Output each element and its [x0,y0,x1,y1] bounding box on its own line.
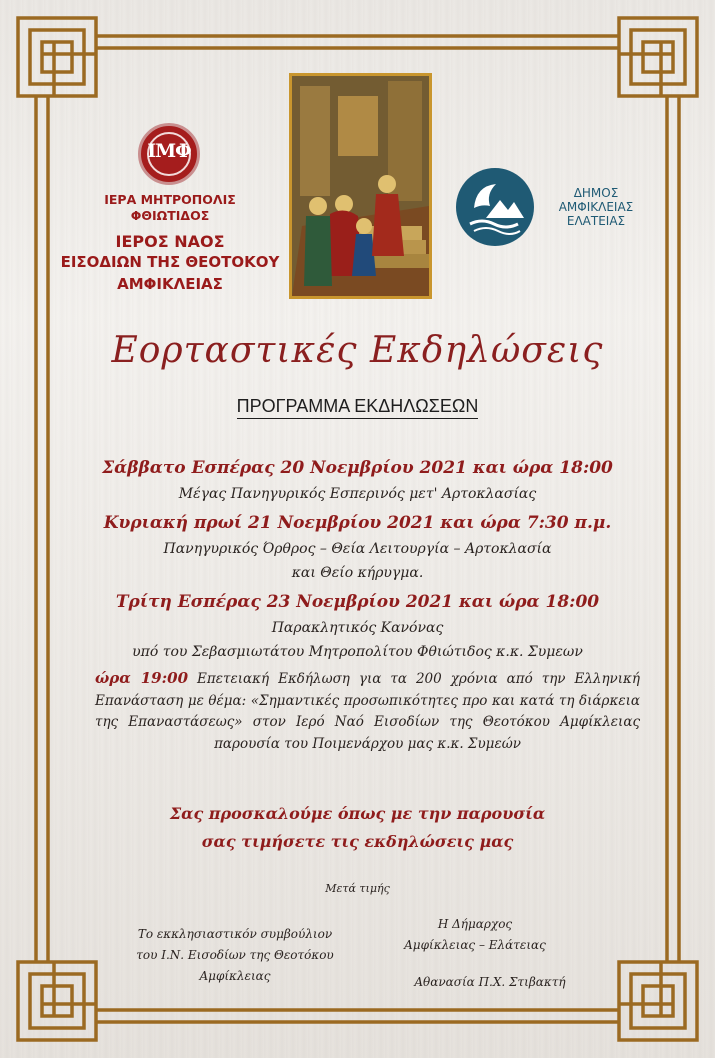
event-2-text-1: Πανηγυρικός Όρθρος – Θεία Λειτουργία – Αρτοκλασία [163,541,552,557]
invite-line-1: Σας προσκαλούμε όπως με την παρουσία [169,804,546,823]
metropolis-line-2: ΦΘΙΩΤΙΔΟΣ [130,208,210,223]
metropolis-seal [138,123,200,185]
event-3-text-1: Παρακλητικός Κανόνας [271,620,444,636]
page-title: Εορταστικές Εκδηλώσεις [111,330,604,371]
event-1-text: Μέγας Πανηγυρικός Εσπερινός μετ' Αρτοκλασίας [178,486,537,502]
metropolis-monogram: ΙΜΦ [147,140,191,162]
municipality-name [540,186,652,228]
icon-painting [289,73,432,299]
event-3-text-2: υπό του Σεβασμιωτάτου Μητροπολίτου Φθιώτιδος κ.κ. Συμεων [132,644,583,660]
council-line-1: Το εκκλησιαστικόν συμβούλιον [137,927,333,941]
regards-text: Μετά τιμής [325,882,390,895]
event-1-heading: Σάββατο Εσπέρας 20 Νοεμβρίου 2021 και ώρα 18:00 [102,458,613,478]
municipality-line-3: ΕΛΑΤΕΙΑΣ [566,214,626,228]
event-4-time: ώρα 19:00 [95,669,189,687]
event-2-heading: Κυριακή πρωί 21 Νοεμβρίου 2021 και ώρα 7:30 π.μ. [103,513,612,533]
event-3-heading: Τρίτη Εσπέρας 23 Νοεμβρίου 2021 και ώρα 18:00 [115,592,600,612]
municipality-line-1: ΔΗΜΟΣ [573,186,619,200]
mayor-title-1: Η Δήμαρχος [437,917,513,931]
metropolis-line-1: ΙΕΡΑ ΜΗΤΡΟΠΟΛΙΣ [104,192,236,207]
council-signature [100,924,370,987]
mayor-name: Αθανασία Π.Χ. Στιβακτή [414,975,566,989]
metropolis-line-3: ΙΕΡΟΣ ΝΑΟΣ [115,232,225,251]
metropolis-line-5: ΑΜΦΙΚΛΕΙΑΣ [117,275,223,293]
council-line-3: Αμφίκλειας [199,969,271,983]
invite-line-2: σας τιμήσετε τις εκδηλώσεις μας [201,832,514,851]
metropolis-line-4: ΕΙΣΟΔΙΩΝ ΤΗΣ ΘΕΟΤΟΚΟΥ [60,253,280,271]
council-line-2: του Ι.Ν. Εισοδίων της Θεοτόκου [136,948,334,962]
program-heading [0,396,715,417]
program-heading-text: ΠΡΟΓΡΑΜΜΑ ΕΚΔΗΛΩΣΕΩΝ [237,396,479,419]
mayor-title-2: Αμφίκλειας – Ελάτειας [404,938,546,952]
mayor-signature [380,914,570,956]
event-4-text: Επετειακή Εκδήλωση για τα 200 χρόνια από την Ελληνική Επανάσταση με θέμα: «Σημαντικές προσωπικότητες προ και κατά τη διάρκεια της Επαναστάσεως» στον Ιερό Ναό Εισοδίων της Θεοτόκου Αμφίκλειας παρουσία του Ποιμενάρχου μας κ.κ. Συμεών [95,671,640,752]
municipality-logo [456,168,534,246]
event-2-text-2: και Θείο κήρυγμα. [291,565,424,581]
event-4-paragraph [95,668,640,755]
municipality-line-2: ΑΜΦΙΚΛΕΙΑΣ [558,200,634,214]
